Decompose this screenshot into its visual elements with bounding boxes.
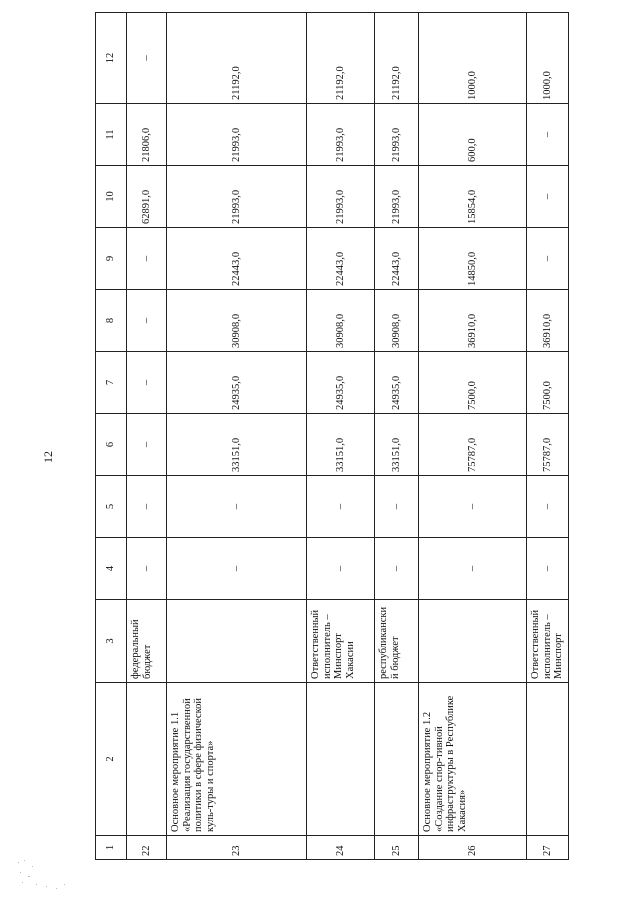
header-cell: 7 xyxy=(96,352,127,414)
value-cell: 7500,0 xyxy=(419,352,527,414)
value-cell: – xyxy=(127,538,167,600)
table-row xyxy=(375,13,419,860)
header-row xyxy=(96,13,127,860)
value-cell: 36910,0 xyxy=(527,290,569,352)
value-cell: – xyxy=(127,414,167,476)
value-cell: 21993,0 xyxy=(167,166,307,228)
measure-cell: Основное мероприятие 1.2 «Создание спор-тивной инфраструктуры в Республике Хакасия» xyxy=(419,683,527,836)
value-cell: 24935,0 xyxy=(167,352,307,414)
source-cell: республиканский бюджет xyxy=(375,600,419,683)
value-cell: 33151,0 xyxy=(167,414,307,476)
value-cell: 22443,0 xyxy=(307,228,375,290)
source-cell: Ответственный исполнитель – Минспорт Хакасии xyxy=(307,600,375,683)
value-cell: 33151,0 xyxy=(375,414,419,476)
value-cell: – xyxy=(527,104,569,166)
measure-cell xyxy=(127,683,167,836)
header-cell: 3 xyxy=(96,600,127,683)
budget-table xyxy=(95,12,569,860)
value-cell: 7500,0 xyxy=(527,352,569,414)
value-cell: 15854,0 xyxy=(419,166,527,228)
value-cell: – xyxy=(307,476,375,538)
measure-cell xyxy=(527,683,569,836)
value-cell: 21192,0 xyxy=(307,13,375,104)
header-cell: 9 xyxy=(96,228,127,290)
value-cell: 24935,0 xyxy=(307,352,375,414)
value-cell: 21993,0 xyxy=(307,166,375,228)
value-cell: – xyxy=(127,13,167,104)
measure-cell xyxy=(375,683,419,836)
value-cell: 1000,0 xyxy=(527,13,569,104)
header-cell: 8 xyxy=(96,290,127,352)
page-number: 12 xyxy=(40,451,55,463)
value-cell: 36910,0 xyxy=(419,290,527,352)
header-cell: 12 xyxy=(96,13,127,104)
value-cell: – xyxy=(307,538,375,600)
value-cell: – xyxy=(375,538,419,600)
row-number: 27 xyxy=(527,836,569,860)
header-cell: 2 xyxy=(96,683,127,836)
source-cell xyxy=(167,600,307,683)
header-cell: 10 xyxy=(96,166,127,228)
value-cell: 21993,0 xyxy=(375,104,419,166)
value-cell: – xyxy=(127,290,167,352)
table-row xyxy=(307,13,375,860)
table-row xyxy=(527,13,569,860)
header-cell: 5 xyxy=(96,476,127,538)
row-number: 23 xyxy=(167,836,307,860)
value-cell: 22443,0 xyxy=(375,228,419,290)
source-cell: Ответственный исполнитель – Минспорт xyxy=(527,600,569,683)
header-cell: 11 xyxy=(96,104,127,166)
value-cell: – xyxy=(527,166,569,228)
measure-cell xyxy=(307,683,375,836)
value-cell: 30908,0 xyxy=(375,290,419,352)
table-container xyxy=(95,52,564,860)
table-row xyxy=(167,13,307,860)
value-cell: 600,0 xyxy=(419,104,527,166)
table-row xyxy=(127,13,167,860)
value-cell: – xyxy=(127,352,167,414)
value-cell: 1000,0 xyxy=(419,13,527,104)
value-cell: 33151,0 xyxy=(307,414,375,476)
value-cell: 21993,0 xyxy=(167,104,307,166)
value-cell: 75787,0 xyxy=(527,414,569,476)
value-cell: 62891,0 xyxy=(127,166,167,228)
value-cell: – xyxy=(527,538,569,600)
row-number: 22 xyxy=(127,836,167,860)
value-cell: – xyxy=(419,538,527,600)
source-cell xyxy=(419,600,527,683)
value-cell: 21993,0 xyxy=(307,104,375,166)
value-cell: 30908,0 xyxy=(307,290,375,352)
value-cell: 75787,0 xyxy=(419,414,527,476)
row-number: 25 xyxy=(375,836,419,860)
value-cell: 30908,0 xyxy=(167,290,307,352)
table-row xyxy=(419,13,527,860)
value-cell: – xyxy=(375,476,419,538)
header-cell: 1 xyxy=(96,836,127,860)
value-cell: – xyxy=(527,476,569,538)
scan-noise xyxy=(16,858,76,894)
measure-cell: Основное мероприятие 1.1 «Реализация государственной политики в сфере физической куль-туры и спорта» xyxy=(167,683,307,836)
value-cell: – xyxy=(527,228,569,290)
header-cell: 4 xyxy=(96,538,127,600)
row-number: 24 xyxy=(307,836,375,860)
header-cell: 6 xyxy=(96,414,127,476)
value-cell: 24935,0 xyxy=(375,352,419,414)
value-cell: – xyxy=(167,538,307,600)
value-cell: – xyxy=(127,476,167,538)
source-cell: федеральный бюджет xyxy=(127,600,167,683)
value-cell: – xyxy=(419,476,527,538)
value-cell: 22443,0 xyxy=(167,228,307,290)
row-number: 26 xyxy=(419,836,527,860)
value-cell: – xyxy=(127,228,167,290)
value-cell: – xyxy=(167,476,307,538)
value-cell: 21806,0 xyxy=(127,104,167,166)
value-cell: 14850,0 xyxy=(419,228,527,290)
value-cell: 21192,0 xyxy=(167,13,307,104)
value-cell: 21993,0 xyxy=(375,166,419,228)
value-cell: 21192,0 xyxy=(375,13,419,104)
